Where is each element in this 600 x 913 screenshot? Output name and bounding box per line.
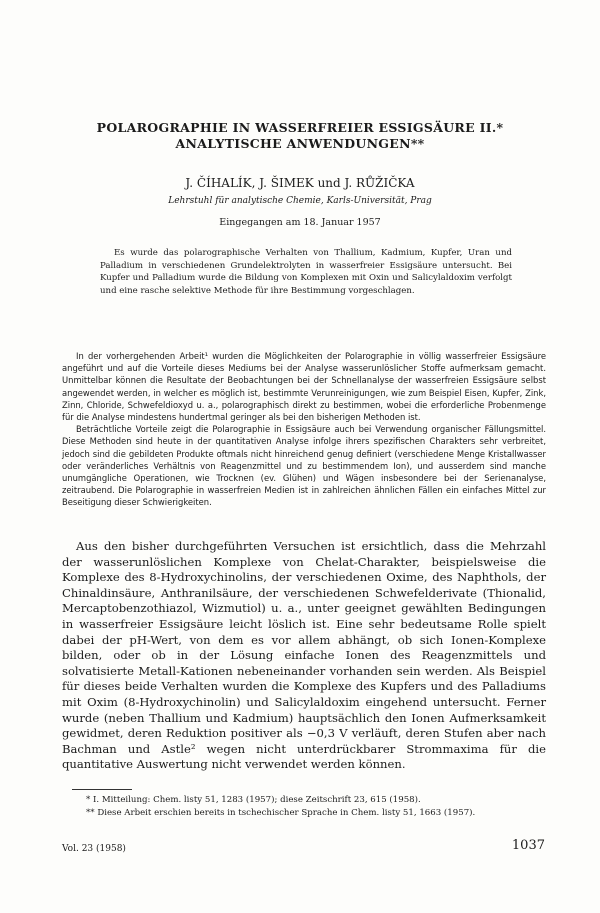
title-line-1: POLAROGRAPHIE IN WASSERFREIER ESSIGSÄURE II.* [96,120,504,135]
journal-volume: Vol. 23 (1958) [62,844,126,854]
footnote-2: ** Diese Arbeit erschien bereits in tschechischer Sprache in Chem. listy 51, 1663 (1957). [86,807,476,818]
received-date: Eingegangen am 18. Januar 1957 [219,217,381,228]
intro-paragraph-2: Beträchtliche Vorteile zeigt die Polarographie in Essigsäure auch bei Verwendung organischer Fällungsmittel. Diese Methoden sind heute in der quantitativen Analyse infolge ihrers spezifischen Charakters sehr verbreitet, jedoch sind die gebildeten Produkte oftmals nicht hinreichend genug definiert (verschiedene Menge Kristallwasser oder veränderliches Verhältnis von Reagenzmittel und zu bestimmendem Ion), und ausserdem sind manche unumgängliche Operationen, wie Trocknen (ev. Glühen) und Wägen insbesondere bei der Serienanalyse, zeitraubend. Die Polarographie in wasserfreien Medien ist in zahlreichen ähnlichen Fällen ein einfaches Mittel zur Beseitigung dieser Schwierigkeiten. [62,424,546,508]
main-paragraph: Aus den bisher durchgeführten Versuchen ist ersichtlich, dass die Mehrzahl der wasserunlöslichen Komplexe von Chelat-Charakter, beispielsweise die Komplexe des 8-Hydroxychinolins, der verschiedenen Oxime, des Naphthols, der Chinaldinsäure, Anthranilsäure, der verschiedenen Schwefelderivate (Thionalid, Mercaptobenzothiazol, Wizmutiol) u. a., unter geeignet gewählten Bedingungen in wasserfreier Essigsäure leicht löslich ist. Eine sehr bedeutsame Rolle spielt dabei der pH-Wert, von dem es vor allem abhängt, ob sich Ionen-Komplexe bilden, oder ob in der Lösung einfache Ionen des Reagenzmittels und solvatisierte Metall-Kationen nebeneinander vorhanden sein werden. Als Beispiel für dieses beide Verhalten wurden die Komplexe des Kupfers und des Palladiums mit Oxim (8-Hydroxychinolin) und Salicylaldoxim eingehend untersucht. Ferner wurde (neben Thallium und Kadmium) hauptsächlich den Ionen Aufmerksamkeit gewidmet, deren Reduktion positiver als −0,3 V verläuft, deren Stufen aber nach Bachman und Astle² wegen nicht unterdrückbarer Strommaxima für die quantitative Auswertung nicht verwendet werden können. [62,539,546,772]
page-number: 1037 [511,838,545,853]
intro-paragraph-1: In der vorhergehenden Arbeit¹ wurden die Möglichkeiten der Polarographie in völlig wasserfreier Essigsäure angeführt und auf die Vorteile dieses Mediums bei der Analyse wasserunlöslicher Stoffe aufmerksam gemacht. Unmittelbar können die Resultate der Beobachtungen bei der Schnellanalyse der wasserfreien Essigsäure selbst angewendet werden, in welcher es möglich ist, bestimmte Verunreinigungen, wie zum Beispiel Eisen, Kupfer, Zink, Zinn, Chloride, Schwefeldioxyd u. a., polarographisch direkt zu bestimmen, wobei die erforderliche Probenmenge für die Analyse mindestens hundertmal geringer als bei den bisherigen Methoden ist. [62,351,546,423]
abstract: Es wurde das polarographische Verhalten von Thallium, Kadmium, Kupfer, Uran und Palladium in verschiedenen Grundelektrolyten in wasserfreier Essigsäure untersucht. Bei Kupfer und Palladium wurde die Bildung von Komplexen mit Oxin und Salicylaldoxim verfolgt und eine rasche selektive Methode für ihre Bestimmung vorgeschlagen. [100,248,512,296]
introduction [62,350,546,509]
footnote-rule [72,789,132,790]
authors: J. ČÍHALÍK, J. ŠIMEK und J. RŮŽIČKA [185,176,415,190]
footnote-1: * I. Mitteilung: Chem. listy 51, 1283 (1957); diese Zeitschrift 23, 615 (1958). [86,795,421,805]
footnotes [62,794,546,819]
title-line-2: ANALYTISCHE ANWENDUNGEN** [175,136,425,151]
affiliation: Lehrstuhl für analytische Chemie, Karls-Universität, Prag [168,196,432,206]
article-title [60,120,540,152]
